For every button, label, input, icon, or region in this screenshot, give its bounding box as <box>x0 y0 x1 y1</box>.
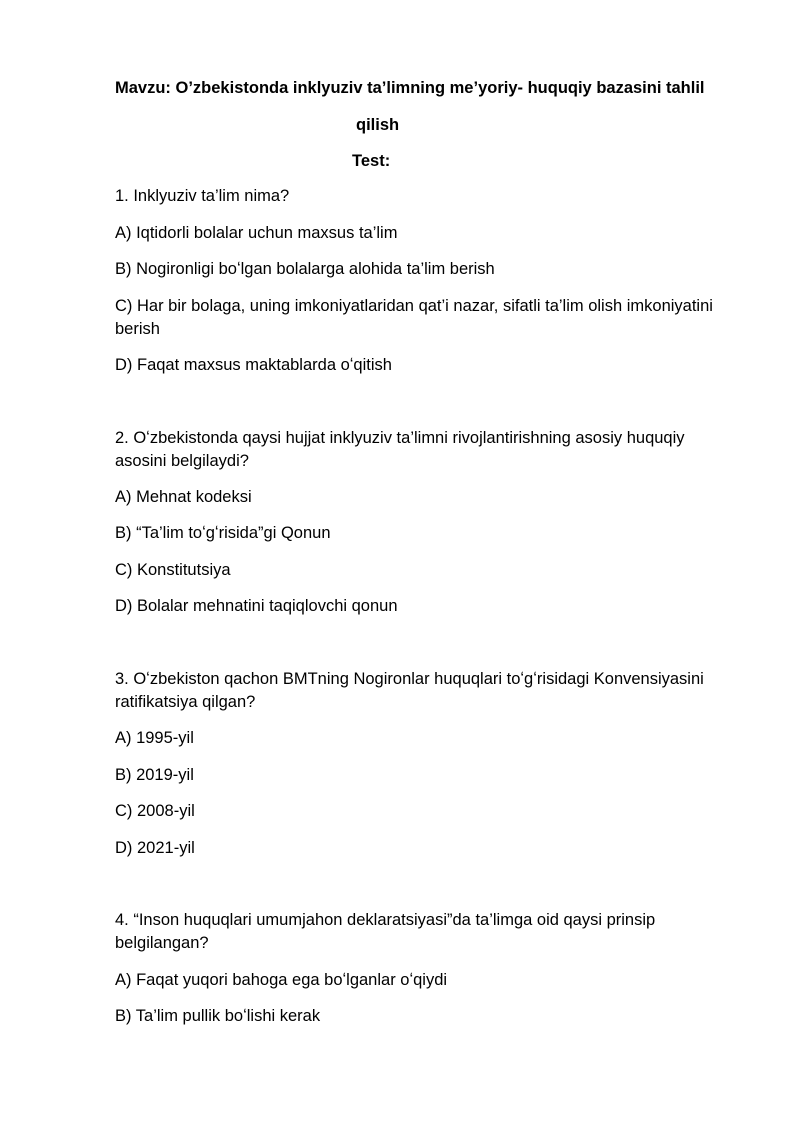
question-1-text: 1. Inklyuziv ta’lim nima? <box>115 187 290 205</box>
question-2-option-d: D) Bolalar mehnatini taqiqlovchi qonun <box>115 597 398 615</box>
topic-title-line-1: Mavzu: O’zbekistonda inklyuziv ta’limning me’yoriy- huquqiy bazasini tahlil <box>115 79 705 97</box>
question-3-option-b: B) 2019-yil <box>115 766 194 784</box>
question-1-option-d: D) Faqat maxsus maktablarda oʻqitish <box>115 356 392 374</box>
question-4-option-b: B) Ta’lim pullik boʻlishi kerak <box>115 1007 321 1025</box>
question-3-option-c: C) 2008-yil <box>115 802 195 820</box>
question-4-text: 4. “Inson huquqlari umumjahon deklaratsiyasi”da ta’limga oid qaysi prinsip belgilangan? <box>115 911 656 952</box>
question-3-option-d: D) 2021-yil <box>115 839 195 857</box>
question-3-text: 3. Oʻzbekiston qachon BMTning Nogironlar huquqlari toʻgʻrisidagi Konvensiyasini ratifikatsiya qilgan? <box>115 670 704 711</box>
question-1-option-b: B) Nogironligi boʻlgan bolalarga alohida ta’lim berish <box>115 260 495 278</box>
question-1-option-c: C) Har bir bolaga, uning imkoniyatlaridan qat’i nazar, sifatli ta’lim olish imkoniyatini berish <box>115 297 713 338</box>
question-3-option-a: A) 1995-yil <box>115 729 194 747</box>
topic-title-line-2: qilish <box>356 116 400 134</box>
test-label: Test: <box>352 152 391 170</box>
question-4-option-a: A) Faqat yuqori bahoga ega boʻlganlar oʻqiydi <box>115 971 448 989</box>
question-2-option-b: B) “Ta’lim toʻgʻrisida”gi Qonun <box>115 524 331 542</box>
question-2-text: 2. Oʻzbekistonda qaysi hujjat inklyuziv ta’limni rivojlantirishning asosiy huquqiy asosini belgilaydi? <box>115 429 685 470</box>
question-2-option-a: A) Mehnat kodeksi <box>115 488 252 506</box>
question-2-option-c: C) Konstitutsiya <box>115 561 231 579</box>
question-1-option-a: A) Iqtidorli bolalar uchun maxsus ta’lim <box>115 224 398 242</box>
